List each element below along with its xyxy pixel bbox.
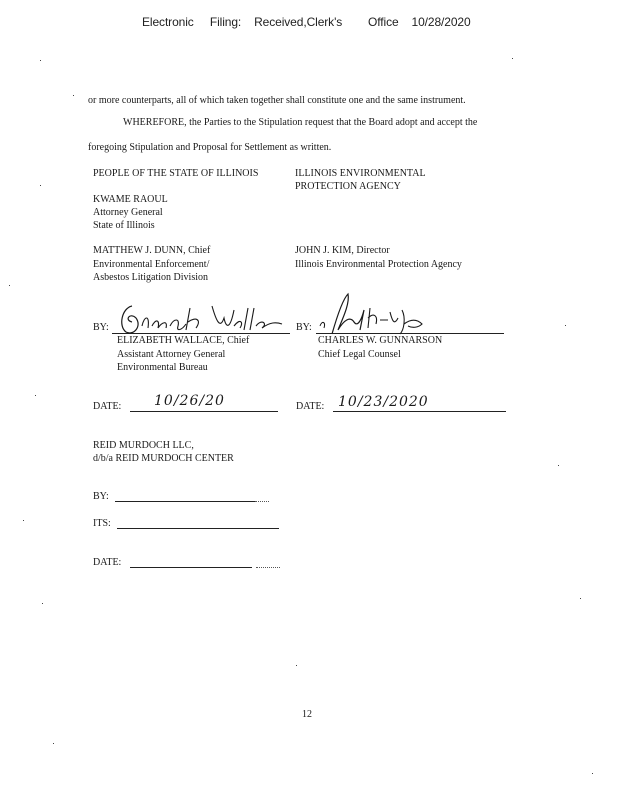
scan-speck — [558, 465, 559, 466]
body-line-1: or more counterparts, all of which taken together shall constitute one and the same instrument. — [88, 95, 466, 106]
chief-title-2: Asbestos Litigation Division — [93, 272, 208, 283]
attorney-general-title: Attorney General — [93, 207, 163, 218]
left-date-value: 10/26/20 — [154, 393, 225, 409]
left-signer-title-2: Environmental Bureau — [117, 362, 208, 373]
left-by-label: BY: — [93, 322, 109, 333]
right-party-name-2: PROTECTION AGENCY — [295, 181, 401, 192]
third-date-line-tail — [256, 567, 280, 568]
director-name: JOHN J. KIM, Director — [295, 245, 390, 256]
scan-speck — [9, 285, 10, 286]
scan-speck — [42, 603, 43, 604]
body-line-2: WHEREFORE, the Parties to the Stipulation request that the Board adopt and accept the — [123, 117, 478, 128]
scan-speck — [73, 95, 74, 96]
chief-title-1: Environmental Enforcement/ — [93, 259, 210, 270]
attorney-general-state: State of Illinois — [93, 220, 155, 231]
attorney-general-name: KWAME RAOUL — [93, 194, 168, 205]
left-signer-title-1: Assistant Attorney General — [117, 349, 226, 360]
body-line-3: foregoing Stipulation and Proposal for Settlement as written. — [88, 142, 332, 153]
right-party-name-1: ILLINOIS ENVIRONMENTAL — [295, 168, 426, 179]
scan-speck — [512, 58, 513, 59]
right-signer-name: CHARLES W. GUNNARSON — [318, 335, 443, 346]
director-title: Illinois Environmental Protection Agency — [295, 259, 462, 270]
page-number: 12 — [302, 709, 312, 720]
right-date-value: 10/23/2020 — [338, 394, 429, 410]
third-by-line-tail — [255, 501, 269, 502]
third-by-line — [115, 501, 255, 502]
third-by-label: BY: — [93, 491, 109, 502]
scan-speck — [580, 598, 581, 599]
left-date-line — [130, 411, 278, 412]
scan-speck — [40, 60, 41, 61]
third-its-line — [117, 528, 279, 529]
scan-speck — [35, 395, 36, 396]
left-date-label: DATE: — [93, 401, 122, 412]
third-date-label: DATE: — [93, 557, 122, 568]
right-date-label: DATE: — [296, 401, 325, 412]
scan-speck — [40, 185, 41, 186]
third-date-line — [130, 567, 252, 568]
right-date-line — [333, 411, 506, 412]
right-signer-title: Chief Legal Counsel — [318, 349, 401, 360]
right-handwritten-signature — [318, 290, 428, 340]
scan-speck — [53, 743, 54, 744]
left-handwritten-signature — [112, 296, 292, 340]
right-by-label: BY: — [296, 322, 312, 333]
scan-speck — [296, 665, 297, 666]
chief-name: MATTHEW J. DUNN, Chief — [93, 245, 211, 256]
scan-speck — [592, 773, 593, 774]
third-its-label: ITS: — [93, 518, 111, 529]
scan-speck — [23, 520, 24, 521]
third-party-name-1: REID MURDOCH LLC, — [93, 440, 194, 451]
scan-speck — [565, 325, 566, 326]
third-party-name-2: d/b/a REID MURDOCH CENTER — [93, 453, 234, 464]
left-party-name: PEOPLE OF THE STATE OF ILLINOIS — [93, 168, 259, 179]
left-signer-name: ELIZABETH WALLACE, Chief — [117, 335, 250, 346]
filing-header: Electronic Filing: Received,Clerk's Office 10/28/2020 — [142, 15, 471, 29]
